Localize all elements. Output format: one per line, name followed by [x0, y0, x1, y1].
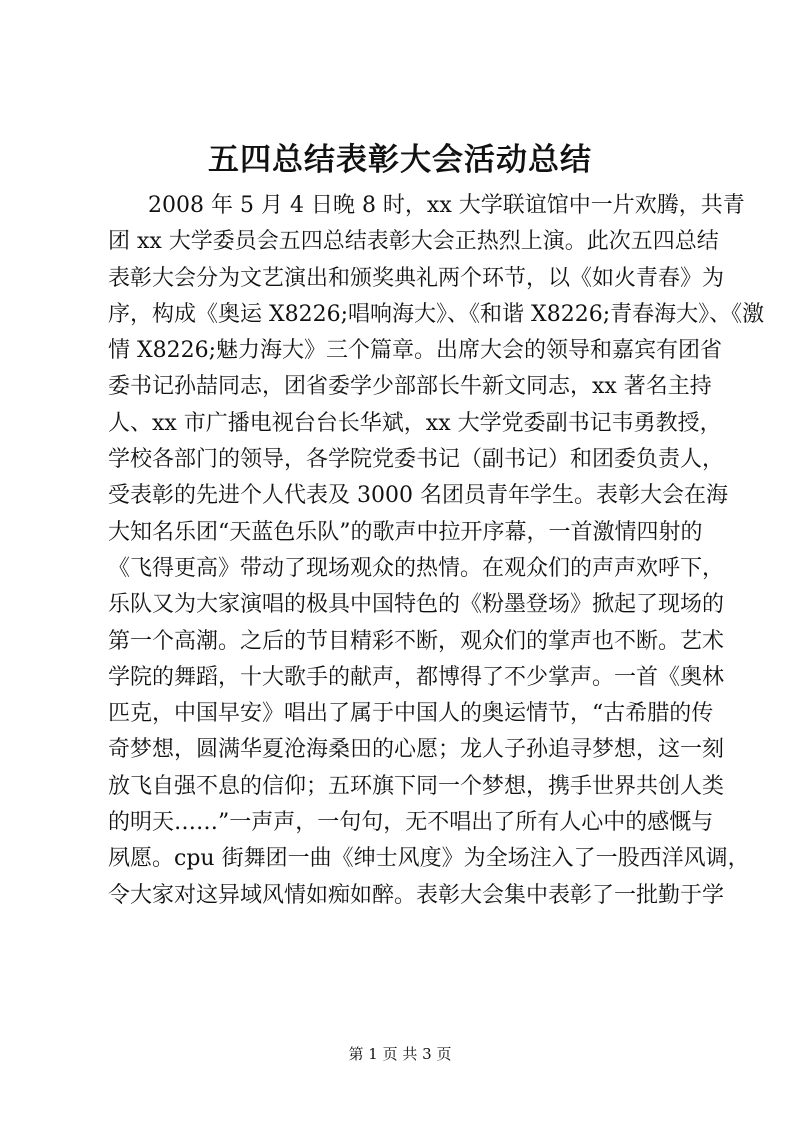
- body-line: 第一个高潮。之后的节目精彩不断，观众们的掌声也不断。艺术: [108, 628, 725, 654]
- body-line: 奇梦想，圆满华夏沧海桑田的心愿；龙人子孙追寻梦想，这一刻: [108, 737, 725, 763]
- body-line: 乐队又为大家演唱的极具中国特色的《粉墨登场》掀起了现场的: [108, 592, 725, 618]
- body-line: 令大家对这异域风情如痴如醉。表彰大会集中表彰了一批勤于学: [108, 882, 725, 908]
- body-line: 2008 年 5 月 4 日晚 8 时，xx 大学联谊馆中一片欢腾，共青: [148, 193, 745, 218]
- body-line: 表彰大会分为文艺演出和颁奖典礼两个环节，以《如火青春》为: [108, 265, 725, 291]
- page-number-footer: 第 1 页 共 3 页: [348, 1045, 452, 1063]
- body-line: 委书记孙喆同志，团省委学少部部长牛新文同志，xx 著名主持: [108, 374, 712, 400]
- body-line: 学校各部门的领导，各学院党委书记（副书记）和团委负责人，: [108, 447, 725, 473]
- body-line: 夙愿。cpu 街舞团一曲《绅士风度》为全场注入了一股西洋风调，: [108, 846, 750, 872]
- body-line: 《飞得更高》带动了现场观众的热情。在观众们的声声欢呼下，: [108, 555, 725, 581]
- body-line: 大知名乐团“天蓝色乐队”的歌声中拉开序幕，一首激情四射的: [108, 519, 703, 545]
- body-line: 情 X8226;魅力海大》三个篇章。出席大会的领导和嘉宾有团省: [108, 338, 723, 364]
- body-line: 匹克，中国早安》唱出了属于中国人的奥运情节，“古希腊的传: [108, 701, 714, 727]
- body-line: 放飞自强不息的信仰；五环旗下同一个梦想，携手世界共创人类: [108, 773, 725, 799]
- body-line: 学院的舞蹈，十大歌手的献声，都博得了不少掌声。一首《奥林: [108, 664, 725, 690]
- document-body: [108, 188, 765, 914]
- body-line: 受表彰的先进个人代表及 3000 名团员青年学生。表彰大会在海: [108, 483, 728, 509]
- body-line: 序，构成《奥运 X8226;唱响海大》、《和谐 X8226;青春海大》、《激: [108, 301, 765, 327]
- body-line: 团 xx 大学委员会五四总结表彰大会正热烈上演。此次五四总结: [108, 229, 719, 255]
- body-line: 人、xx 市广播电视台台长华斌，xx 大学党委副书记韦勇教授，: [108, 410, 722, 436]
- body-line: 的明天……”一声声，一句句，无不唱出了所有人心中的感慨与: [108, 810, 714, 836]
- document-title: 五四总结表彰大会活动总结: [208, 142, 592, 178]
